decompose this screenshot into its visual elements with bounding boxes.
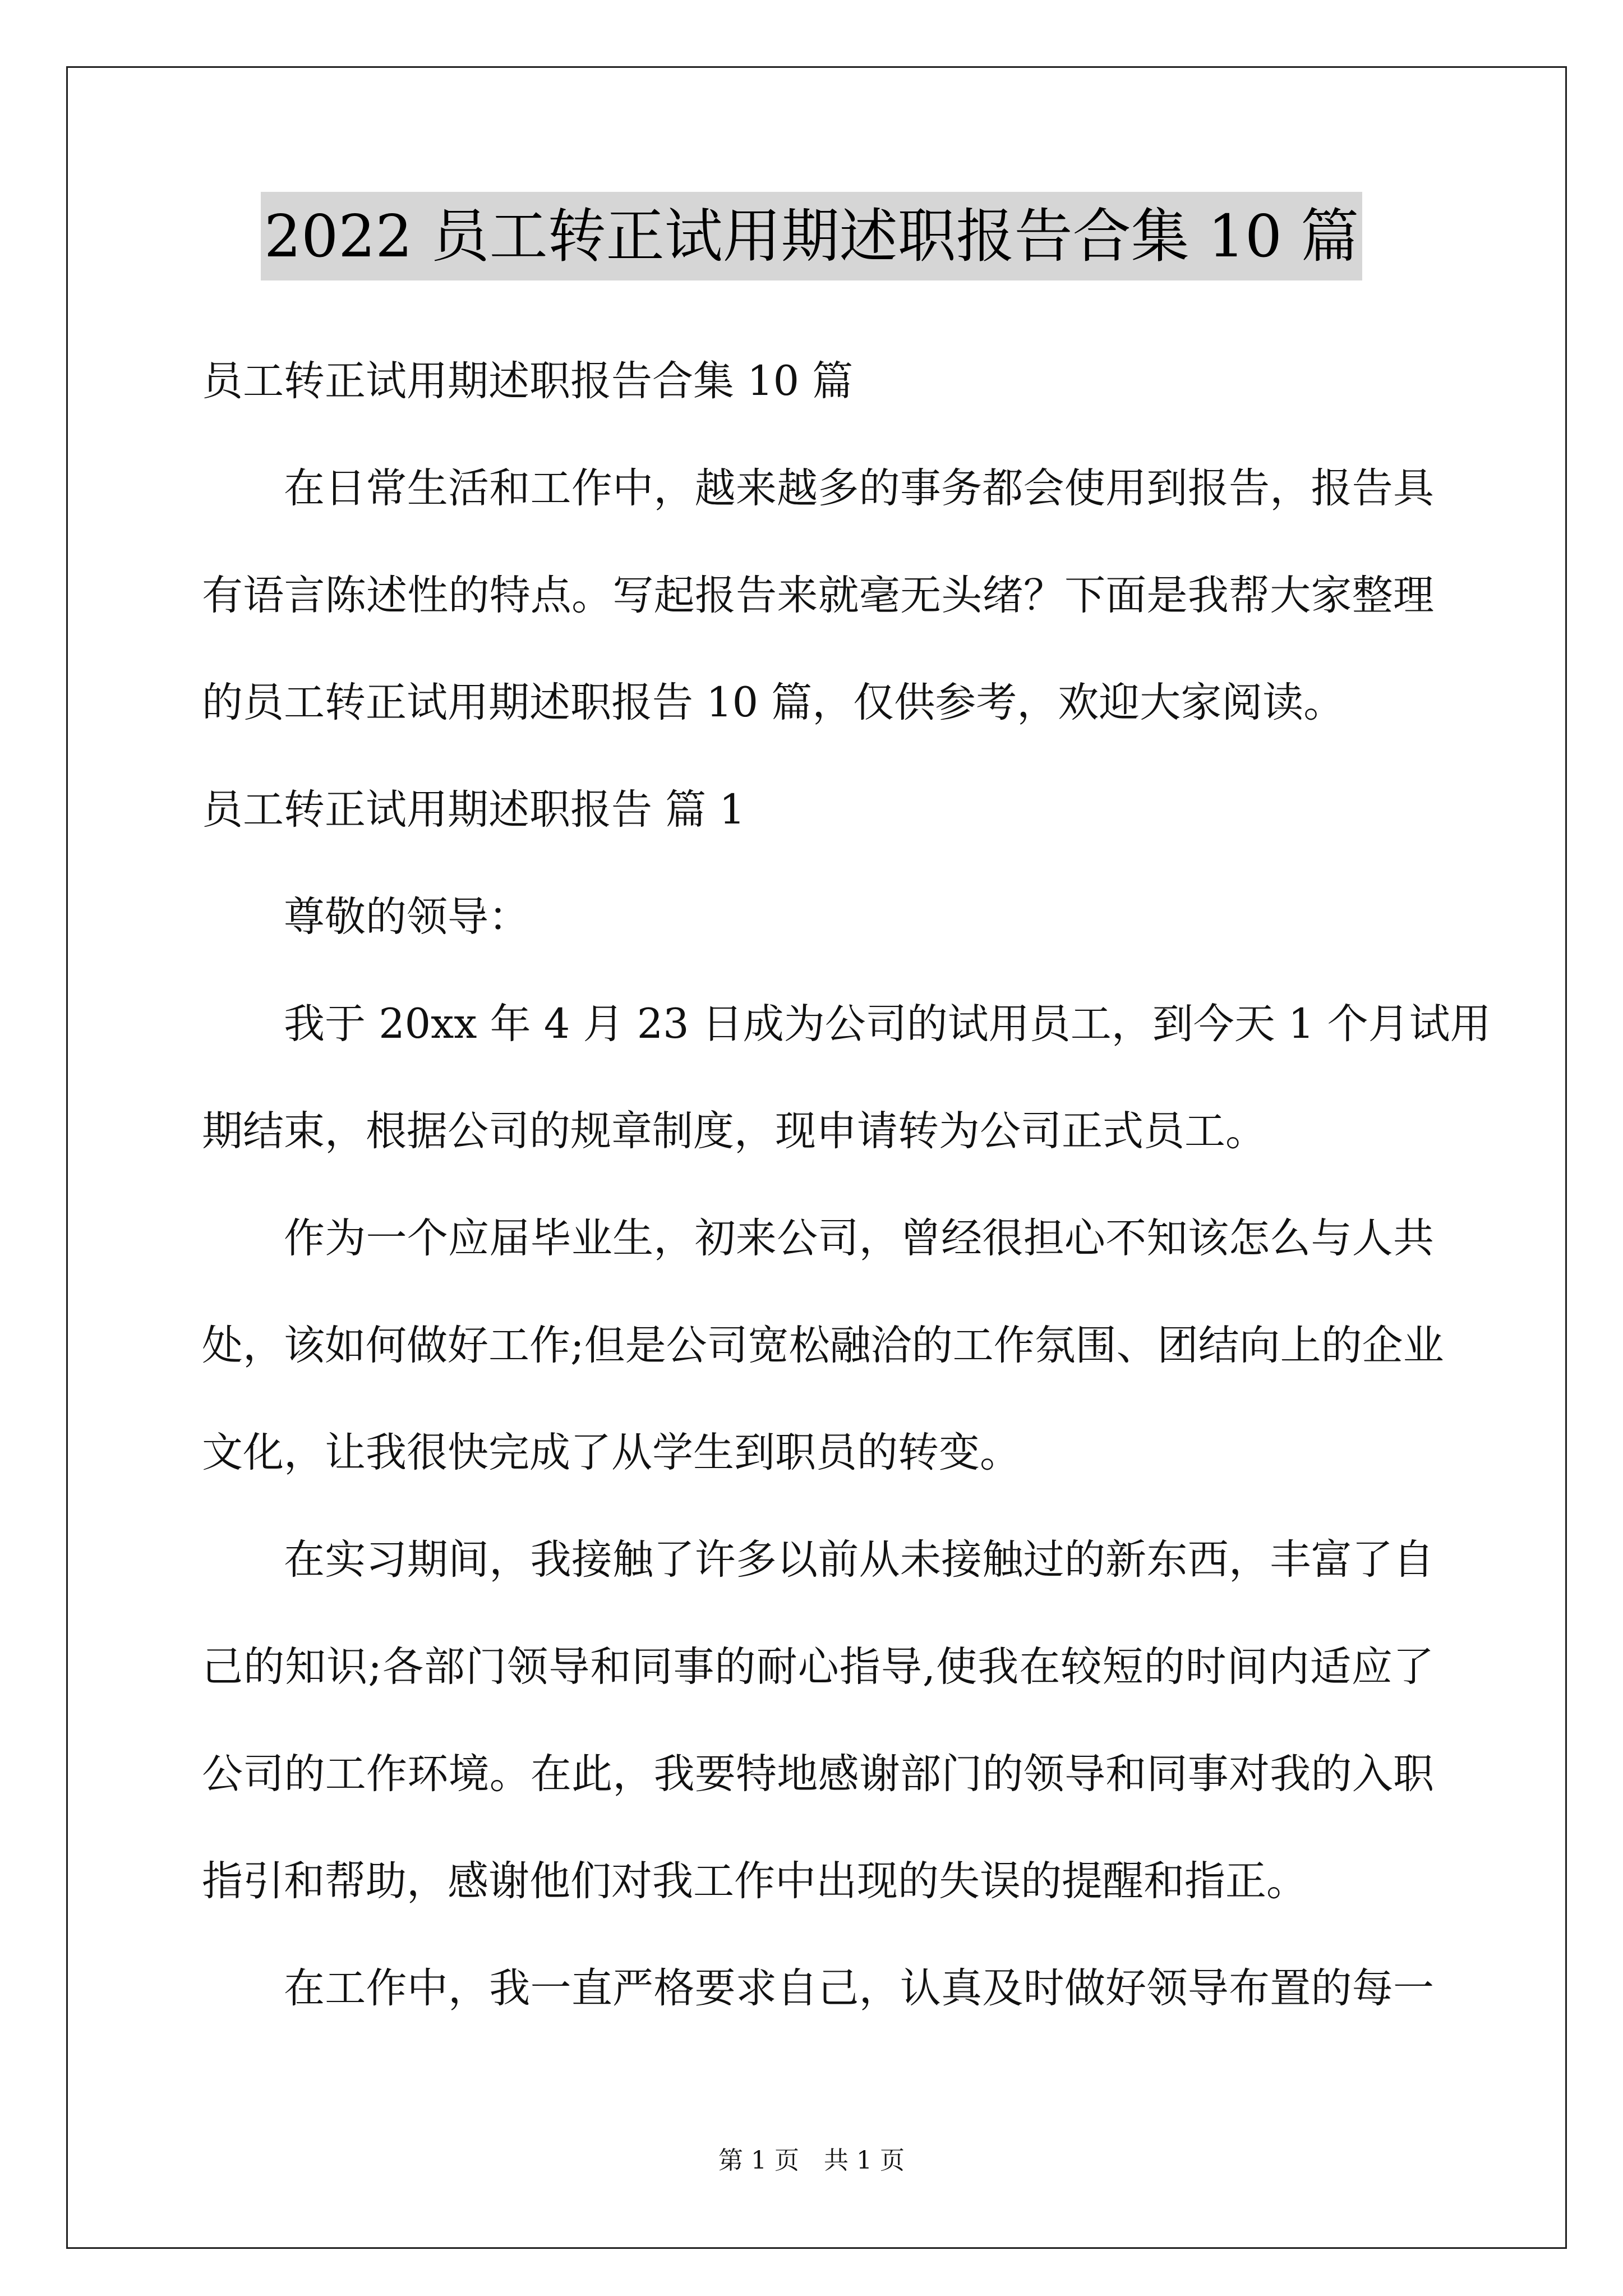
paragraph-line: 指引和帮助，感谢他们对我工作中出现的失误的提醒和指正。 [202,1857,1307,1905]
salutation-line: 尊敬的领导： [284,893,529,941]
paragraph-line: 文化，让我很快完成了从学生到职员的转变。 [202,1429,1021,1476]
paragraph-line: 公司的工作环境。在此，我要特地感谢部门的领导和同事对我的入职 [202,1750,1434,1798]
paragraph-line: 在日常生活和工作中，越来越多的事务都会使用到报告，报告具 [284,464,1434,512]
section-heading: 员工转正试用期述职报告合集 10 篇 [202,357,854,405]
paragraph-line: 在实习期间，我接触了许多以前从未接触过的新东西，丰富了自 [284,1536,1434,1584]
page-number-footer: 第 1 页 共 1 页 [718,2146,905,2175]
document-body [202,328,1491,2042]
title-container [0,192,1623,280]
paragraph-line: 在工作中，我一直严格要求自己，认真及时做好领导布置的每一 [284,1964,1434,2012]
paragraph-line: 期结束，根据公司的规章制度，现申请转为公司正式员工。 [202,1107,1266,1155]
paragraph-line: 作为一个应届毕业生，初来公司，曾经很担心不知该怎么与人共 [284,1214,1434,1262]
section-heading: 员工转正试用期述职报告 篇 1 [202,786,745,834]
paragraph-line: 处，该如何做好工作;但是公司宽松融洽的工作氛围、团结向上的企业 [202,1322,1444,1369]
document-title: 2022 员工转正试用期述职报告合集 10 篇 [261,192,1362,280]
paragraph-line: 我于 20xx 年 4 月 23 日成为公司的试用员工，到今天 1 个月试用 [284,1000,1491,1048]
paragraph-line: 己的知识;各部门领导和同事的耐心指导,使我在较短的时间内适应了 [202,1643,1434,1691]
paragraph-line: 有语言陈述性的特点。写起报告来就毫无头绪？下面是我帮大家整理 [202,572,1434,619]
paragraph-line: 的员工转正试用期述职报告 10 篇，仅供参考，欢迎大家阅读。 [202,679,1345,726]
